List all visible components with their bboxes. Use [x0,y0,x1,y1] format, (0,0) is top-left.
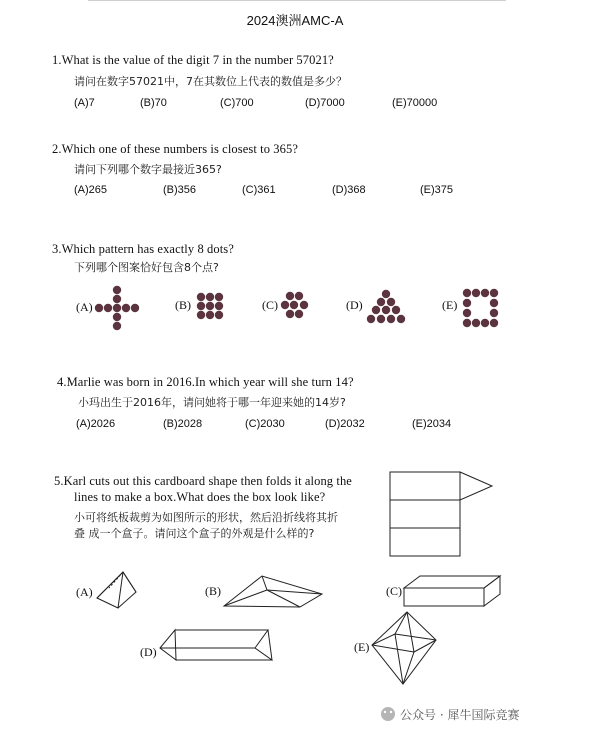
q4-option-d[interactable]: (D)2032 [325,418,365,430]
q3-label-b[interactable]: (B) [175,298,191,312]
q3-text: 3.Which pattern has exactly 8 dots? [52,242,234,256]
q5-text-line1: 5.Karl cuts out this cardboard shape then folds it along the [54,474,352,488]
q4-text: 4.Marlie was born in 2016.In which year will she turn 14? [57,375,354,389]
q2-text: 2.Which one of these numbers is closest to 365? [52,142,298,156]
q5-translation-line2: 叠 成一个盒子。请问这个盒子的外观是什么样的? [74,527,315,540]
q2-option-d[interactable]: (D)368 [332,184,366,196]
q3-label-d[interactable]: (D) [346,298,363,312]
q4-option-c[interactable]: (C)2030 [245,418,285,430]
q1-option-b[interactable]: (B)70 [140,97,167,109]
q1-text: 1.What is the value of the digit 7 in the number 57021? [52,53,334,67]
q5-label-d[interactable]: (D) [140,645,157,659]
q5-label-e[interactable]: (E) [354,640,370,654]
q4-option-e[interactable]: (E)2034 [412,418,452,430]
q2-option-e[interactable]: (E)375 [420,184,454,196]
q5-text-line2: lines to make a box.What does the box look like? [74,490,326,504]
q5-label-a[interactable]: (A) [76,585,93,599]
page-title: 2024澳洲AMC-A [246,13,344,28]
watermark-text: 公众号 · 犀牛国际竞赛 [400,708,520,722]
q2-option-b[interactable]: (B)356 [163,184,197,196]
q2-translation: 请问下列哪个数字最接近365? [74,163,222,176]
q2-option-a[interactable]: (A)265 [74,184,108,196]
q4-translation: 小玛出生于2016年，请问她将于哪一年迎来她的14岁? [78,396,346,409]
q3-label-c[interactable]: (C) [262,298,278,312]
q1-option-d[interactable]: (D)7000 [305,97,345,109]
q3-label-a[interactable]: (A) [76,300,93,314]
q1-translation: 请问在数字57021中，7在其数位上代表的数值是多少？ [74,75,347,88]
q5-label-c[interactable]: (C) [386,584,402,598]
q1-option-e[interactable]: (E)70000 [392,97,438,109]
q5-translation-line1: 小可将纸板裁剪为如图所示的形状，然后沿折线将其折 [74,511,338,524]
q2-option-c[interactable]: (C)361 [242,184,276,196]
q3-translation: 下列哪个图案恰好包含8个点? [74,261,219,274]
q4-option-b[interactable]: (B)2028 [163,418,203,430]
q3-label-e[interactable]: (E) [442,298,458,312]
q1-option-c[interactable]: (C)700 [220,97,254,109]
q4-option-a[interactable]: (A)2026 [76,418,116,430]
q5-label-b[interactable]: (B) [205,584,221,598]
q1-option-a[interactable]: (A)7 [74,97,95,109]
